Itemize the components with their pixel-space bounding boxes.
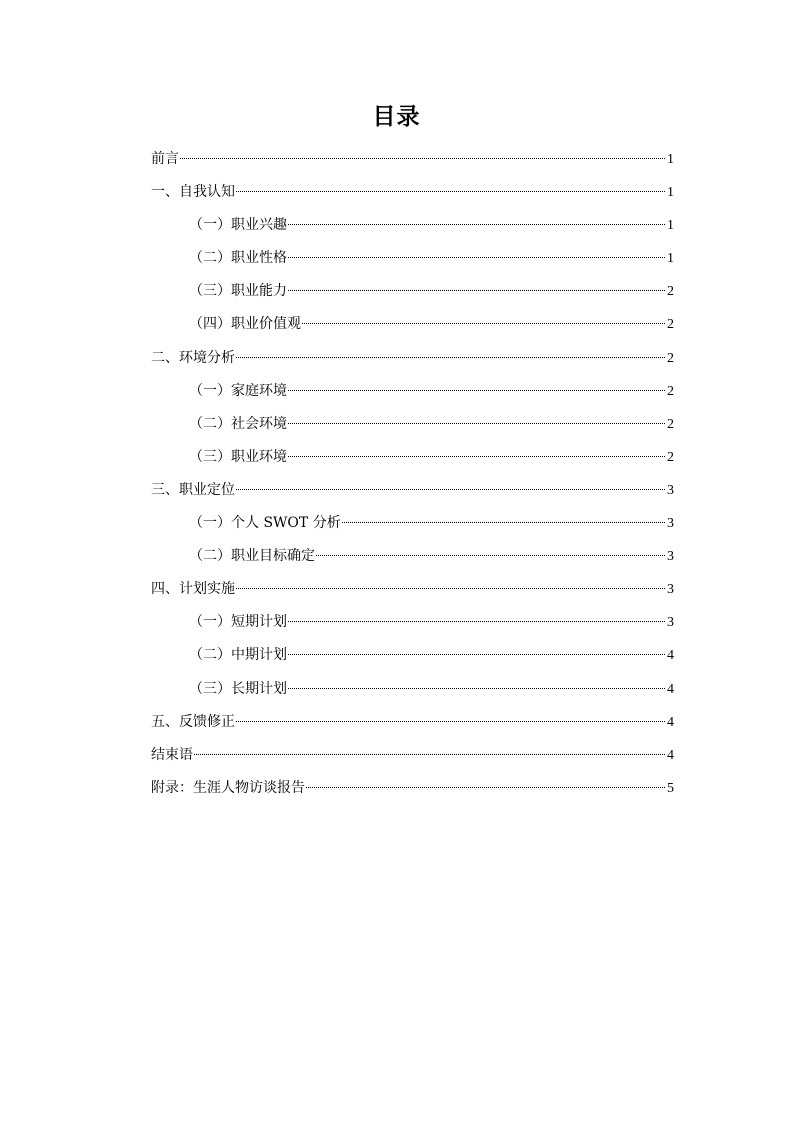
toc-entry[interactable] (151, 477, 674, 510)
toc-page-number: 4 (667, 747, 674, 763)
toc-subentry[interactable] (151, 378, 674, 411)
toc-dot-leader (288, 654, 665, 655)
toc-entry-label: 二、环境分析 (151, 349, 235, 366)
toc-page-number: 1 (667, 152, 674, 167)
toc-dot-leader (302, 323, 665, 324)
toc-dot-leader (316, 555, 665, 556)
toc-entry-label: （三）长期计划 (189, 680, 287, 697)
toc-entry-label: （三）职业能力 (189, 283, 287, 300)
toc-dot-leader (194, 754, 665, 755)
toc-subentry[interactable] (151, 411, 674, 444)
toc-dot-leader (288, 688, 665, 689)
toc-page-number: 2 (667, 284, 674, 300)
toc-dot-leader (180, 158, 665, 159)
toc-dot-leader (236, 357, 665, 358)
toc-page-number: 3 (667, 582, 674, 598)
toc-dot-leader (288, 290, 665, 291)
toc-dot-leader (288, 456, 665, 457)
toc-page-number: 2 (667, 383, 674, 399)
toc-entry[interactable] (151, 709, 674, 742)
toc-entry-label: （二）社会环境 (189, 415, 287, 432)
toc-subentry[interactable] (151, 245, 674, 278)
toc-page-number: 3 (667, 516, 674, 532)
toc-subentry[interactable] (151, 444, 674, 477)
toc-subentry[interactable] (151, 676, 674, 709)
toc-entry-label: （三）职业环境 (189, 448, 287, 465)
toc-dot-leader (236, 191, 665, 192)
toc-entry-label: （一）家庭环境 (189, 382, 287, 399)
toc-subentry[interactable] (151, 642, 674, 675)
toc-page-number: 2 (667, 449, 674, 465)
toc-dot-leader (306, 787, 665, 788)
toc-dot-leader (236, 588, 665, 589)
toc-entry-label: 前言 (151, 151, 179, 167)
toc-entry-label: （二）职业性格 (189, 250, 287, 267)
toc-subentry[interactable] (151, 311, 674, 344)
toc-entry-label: 结束语 (151, 746, 193, 763)
toc-entry-label: （一）短期计划 (189, 614, 287, 631)
toc-dot-leader (236, 721, 665, 722)
table-of-contents (151, 146, 674, 808)
toc-entry[interactable] (151, 775, 674, 808)
toc-dot-leader (288, 224, 665, 225)
toc-entry-label: 三、职业定位 (151, 481, 235, 498)
toc-entry[interactable] (151, 179, 674, 212)
toc-entry-label: 五、反馈修正 (151, 713, 235, 730)
toc-page-number: 4 (667, 648, 674, 664)
toc-entry[interactable] (151, 345, 674, 378)
toc-entry-label: （二）中期计划 (189, 647, 287, 664)
toc-page-number: 2 (667, 416, 674, 432)
toc-entry[interactable] (151, 576, 674, 609)
toc-page-number: 4 (667, 714, 674, 730)
toc-dot-leader (288, 423, 665, 424)
toc-subentry[interactable] (151, 543, 674, 576)
toc-entry-label: 一、自我认知 (151, 184, 235, 201)
toc-page-number: 1 (667, 218, 674, 234)
toc-page-number: 5 (667, 780, 674, 796)
toc-subentry[interactable] (151, 510, 674, 543)
toc-dot-leader (288, 257, 665, 258)
toc-page-number: 2 (667, 317, 674, 333)
toc-entry-label: 附录：生涯人物访谈报告 (151, 779, 305, 796)
toc-dot-leader (288, 390, 665, 391)
toc-entry-label: （一）个人 SWOT 分析 (189, 515, 341, 532)
toc-entry-label: （四）职业价值观 (189, 316, 301, 333)
toc-page-number: 1 (667, 185, 674, 201)
toc-entry-label: （二）职业目标确定 (189, 548, 315, 565)
toc-subentry[interactable] (151, 212, 674, 245)
toc-page-number: 3 (667, 482, 674, 498)
toc-subentry[interactable] (151, 278, 674, 311)
toc-page-number: 3 (667, 615, 674, 631)
toc-page-number: 1 (667, 251, 674, 267)
toc-dot-leader (288, 621, 665, 622)
toc-title: 目录 (372, 104, 421, 130)
toc-page-number: 2 (667, 350, 674, 366)
toc-dot-leader (236, 489, 665, 490)
toc-subentry[interactable] (151, 609, 674, 642)
toc-page-number: 3 (667, 549, 674, 565)
toc-dot-leader (342, 522, 665, 523)
toc-entry[interactable] (151, 146, 674, 179)
toc-entry-label: 四、计划实施 (151, 581, 235, 598)
toc-entry[interactable] (151, 742, 674, 775)
toc-entry-label: （一）职业兴趣 (189, 217, 287, 234)
toc-page-number: 4 (667, 681, 674, 697)
